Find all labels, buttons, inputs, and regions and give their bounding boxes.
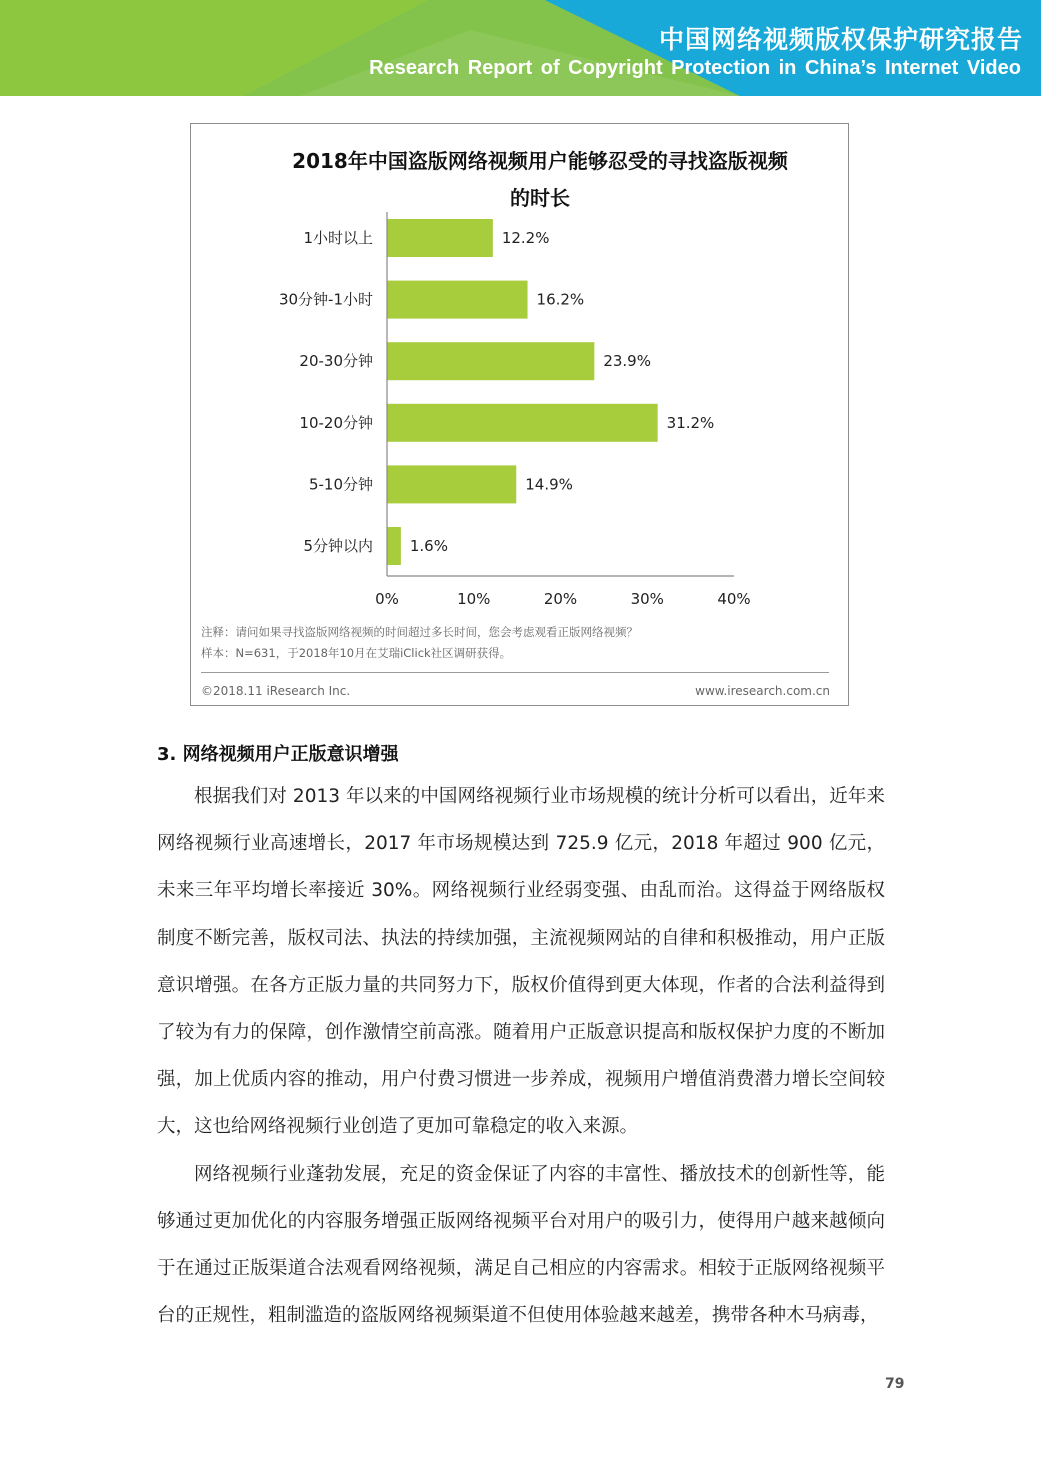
chart-title-line2: 的时长 <box>510 186 570 210</box>
x-tick-label: 10% <box>457 590 491 608</box>
section-heading: 3. 网络视频用户正版意识增强 <box>157 744 399 765</box>
data-label: 1.6% <box>409 537 448 555</box>
header-title-cn: 中国网络视频版权保护研究报告 <box>658 25 1023 54</box>
data-label: 16.2% <box>536 290 585 309</box>
chart-copyright: ©2018.11 iResearch Inc. <box>201 684 351 698</box>
data-label: 31.2% <box>666 413 715 432</box>
category-label: 30分钟-1小时 <box>278 290 373 309</box>
bar <box>387 465 516 503</box>
data-label: 23.9% <box>603 352 651 371</box>
bar <box>387 527 401 565</box>
chart-divider <box>201 672 829 673</box>
chart-sample: 样本：N=631，于2018年10月在艾瑞iClick社区调研获得。 <box>201 646 512 660</box>
category-label: 1小时以上 <box>303 229 373 247</box>
category-label: 5-10分钟 <box>308 475 373 494</box>
category-label: 10-20分钟 <box>299 413 373 432</box>
bar <box>387 281 528 319</box>
category-label: 5分钟以内 <box>303 537 373 555</box>
paragraph-1: 根据我们对 2013 年以来的中国网络视频行业市场规模的统计分析可以看出，近年来网络视频行业高速增长，2017 年市场规模达到 725.9 亿元，2018 年超过 900 亿元，未来三年平均增长率接近 30%。网络视频行业经弱变强、由乱而治。这得益于网络版权制度不断完善，版权司法、执法的持续加强，主流视频网站的自律和积极推动，用户正版意识增强。在各方正版力量的共同努力下，版权价值得到更大体现，作者的合法利益得到了较为有力的保障，创作激情空前高涨。随着用户正版意识提高和版权保护力度的不断加强，加上优质内容的推动，用户付费习惯进一步养成，视频用户增值消费潜力增长空间较大，这也给网络视频行业创造了更加可靠稳定的收入来源。 <box>157 786 885 1138</box>
body-text <box>157 773 885 1339</box>
x-tick-label: 20% <box>543 590 578 608</box>
bar <box>387 404 658 442</box>
category-label: 20-30分钟 <box>299 352 373 371</box>
x-tick-label: 0% <box>375 590 399 608</box>
x-tick-label: 30% <box>630 590 664 608</box>
page-number: 79 <box>885 1376 905 1392</box>
data-label: 14.9% <box>525 475 573 494</box>
chart-note: 注释：请问如果寻找盗版网络视频的时间超过多长时间，您会考虑观看正版网络视频？ <box>201 625 638 639</box>
x-tick-label: 40% <box>717 590 751 608</box>
chart-website: www.iresearch.com.cn <box>695 684 830 698</box>
bar <box>387 342 594 380</box>
bar-chart <box>190 200 790 620</box>
chart-title-line1: 2018年中国盗版网络视频用户能够忍受的寻找盗版视频 <box>292 149 788 173</box>
bar <box>387 219 493 257</box>
data-label: 12.2% <box>501 229 550 247</box>
header-title-en: Research Report of Copyright Protection in China’s Internet Video <box>369 57 1021 79</box>
paragraph-2: 网络视频行业蓬勃发展，充足的资金保证了内容的丰富性、播放技术的创新性等，能够通过更加优化的内容服务增强正版网络视频平台对用户的吸引力，使得用户越来越倾向于在通过正版渠道合法观看网络视频，满足自己相应的内容需求。相较于正版网络视频平台的正规性，粗制滥造的盗版网络视频渠道不但使用体验越来越差，携带各种木马病毒， <box>157 1163 885 1327</box>
